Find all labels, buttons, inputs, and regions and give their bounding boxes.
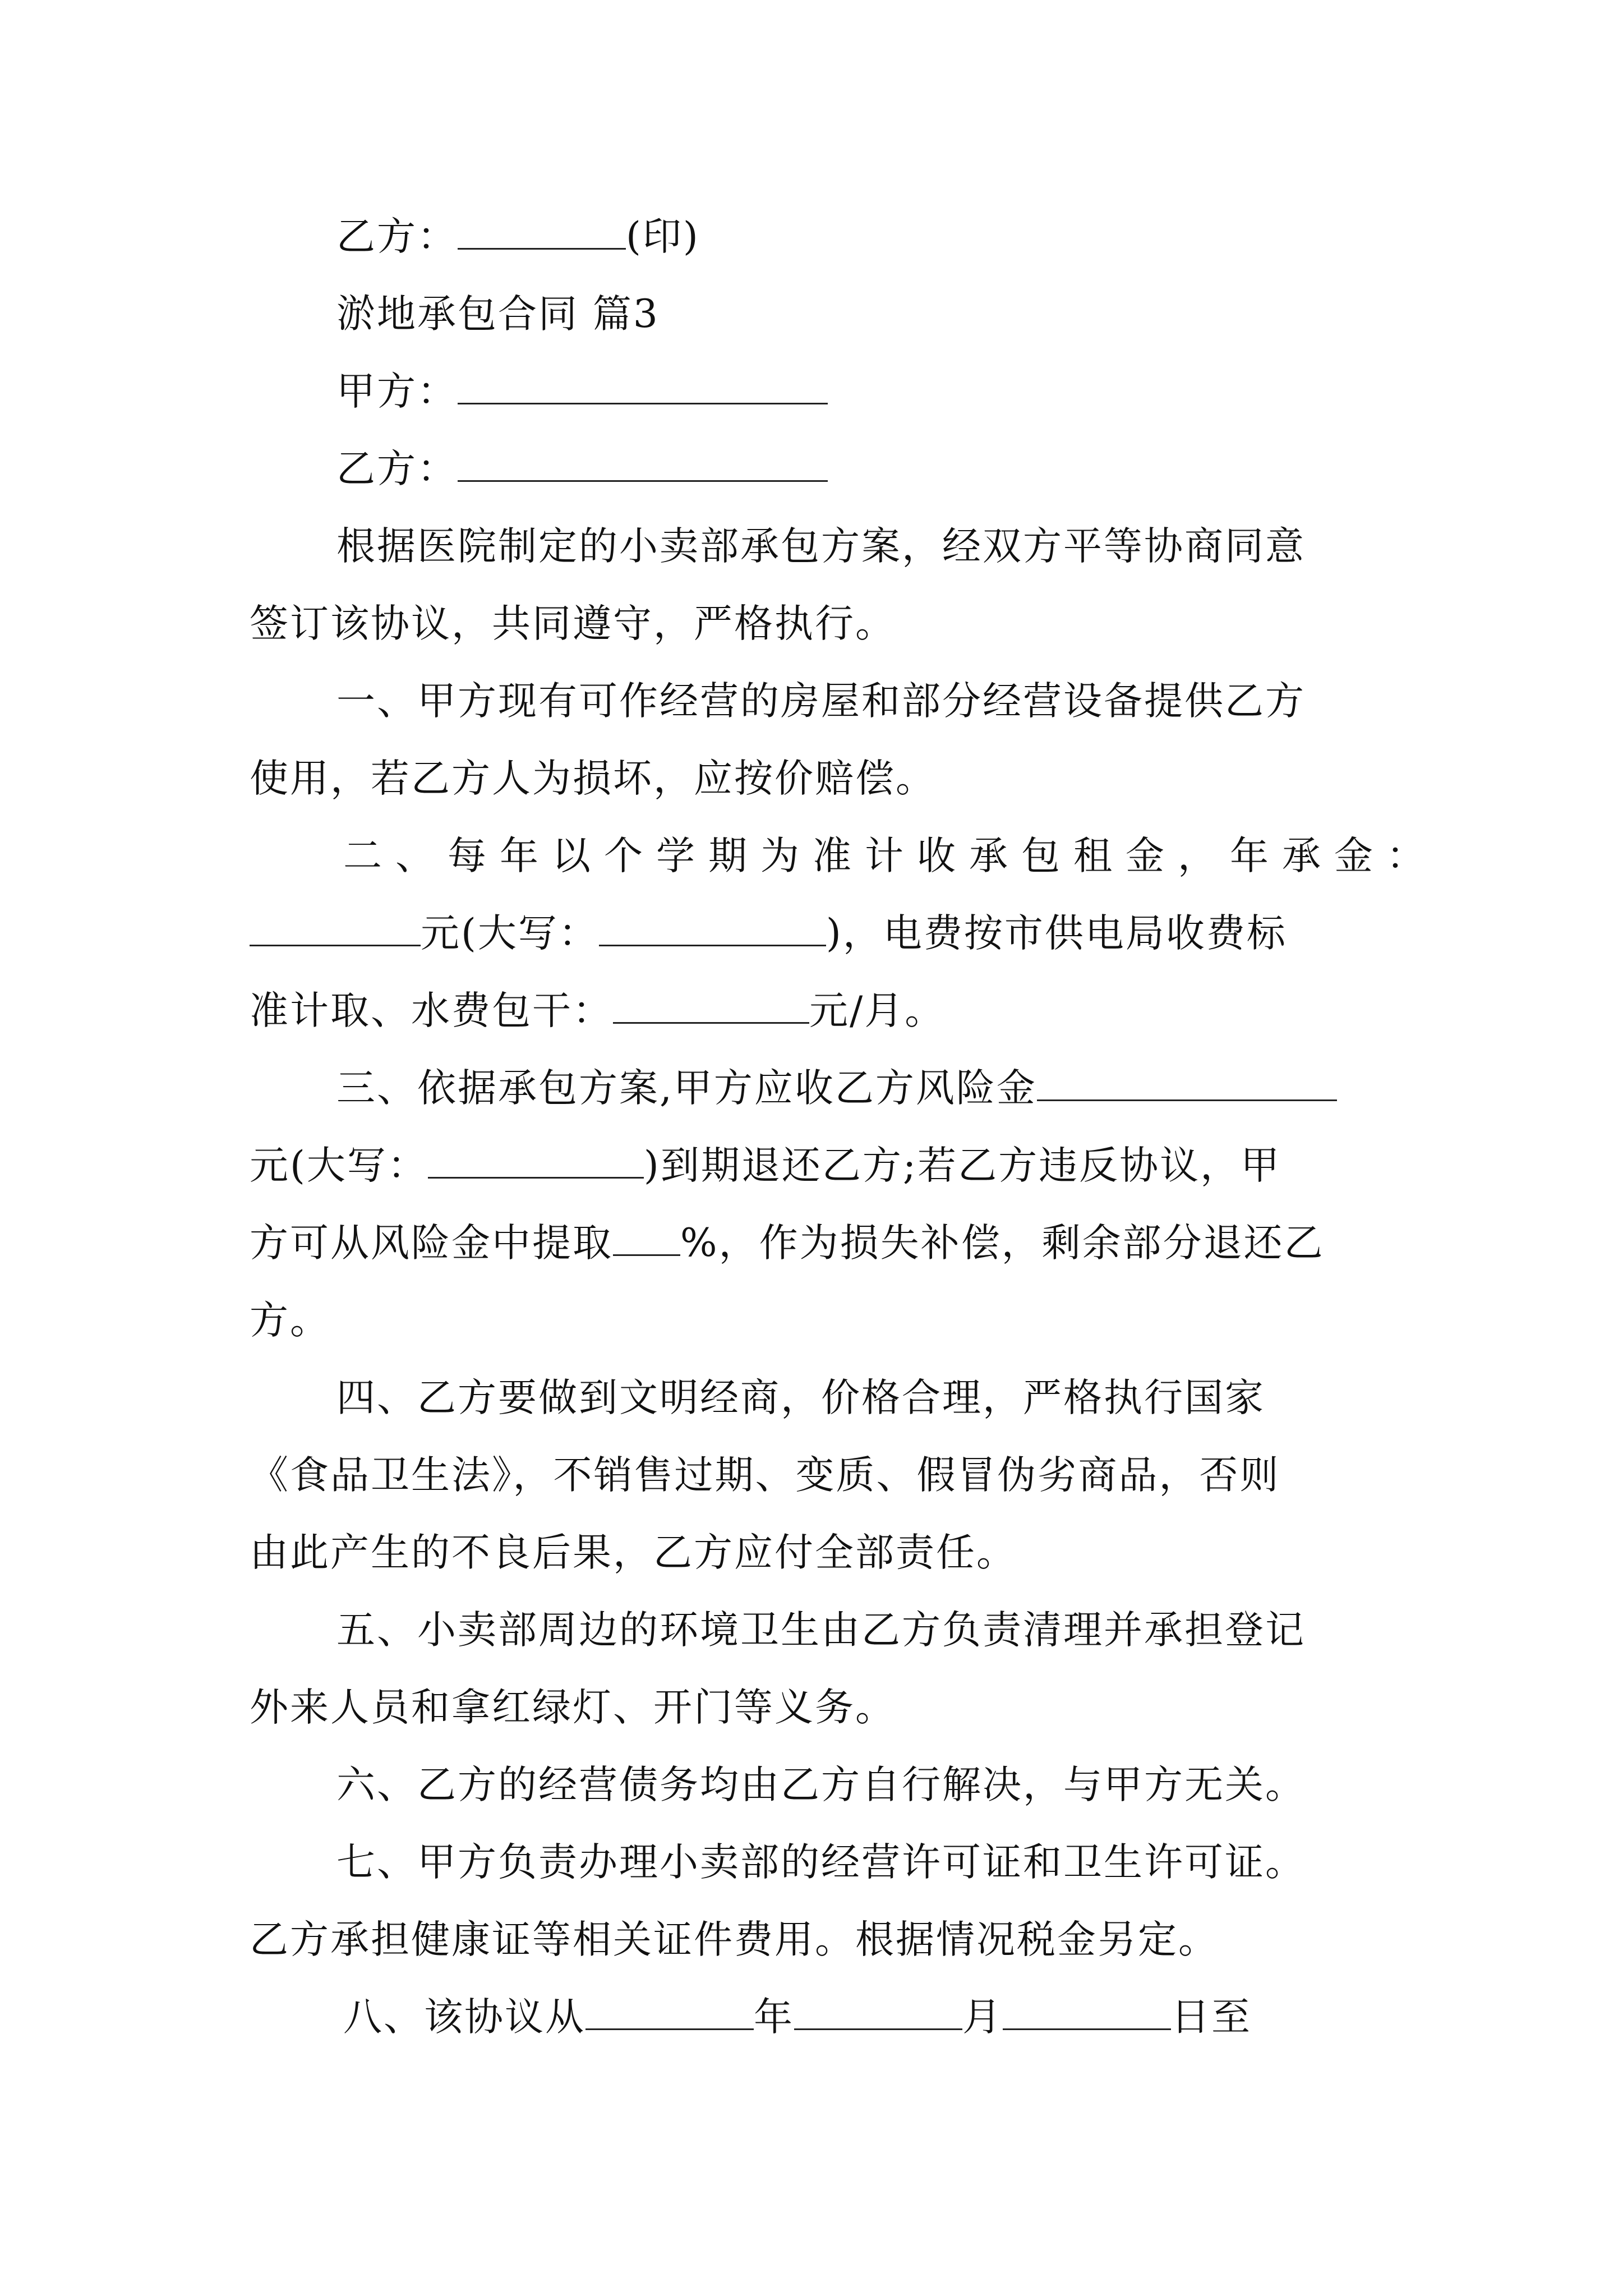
seal-mark: (印): [626, 214, 700, 259]
clause-2-text-c: 准计取、水费包干：: [250, 988, 613, 1033]
clause-2-line-3: [250, 983, 1394, 1039]
water-fee-blank: [613, 987, 809, 1024]
clause-3-line-2: [250, 1138, 1394, 1194]
start-year-blank: [585, 1994, 754, 2030]
clause-4-line-1: 四、乙方要做到文明经商，价格合理，严格执行国家: [336, 1375, 1265, 1420]
clause-5-line-2: 外来人员和拿红绿灯、开门等义务。: [250, 1685, 896, 1730]
clause-2-line-1: 二、每年以个学期为准计收承包租金，年承金：: [343, 834, 1438, 878]
party-a-line: [336, 364, 1394, 420]
deposit-uppercase-blank: [428, 1142, 644, 1179]
clause-8-text-a: 八、该协议从: [343, 1995, 585, 2040]
clause-2-text-d: 元/月。: [809, 988, 946, 1033]
clause-3-text-c: )到期退还乙方;若乙方违反协议，甲: [643, 1143, 1281, 1188]
party-b-signature-line: [336, 209, 1394, 265]
clause-5-line-1: 五、小卖部周边的环境卫生由乙方负责清理并承担登记: [336, 1608, 1306, 1653]
party-b-signature-blank: [458, 213, 626, 250]
party-a-label: 甲方：: [336, 369, 458, 414]
party-b-blank: [458, 445, 828, 482]
party-b-line: [336, 441, 1394, 497]
clause-8-day: 日至: [1171, 1995, 1252, 2040]
clause-1-line-2: 使用，若乙方人为损坏，应按价赔偿。: [250, 756, 936, 801]
section-heading: 淤地承包合同 篇3: [336, 292, 660, 337]
intro-line-2: 签订该协议，共同遵守，严格执行。: [250, 601, 896, 646]
clause-3-line-4: 方。: [250, 1298, 330, 1343]
clause-2-line-2: [250, 905, 1394, 961]
clause-1-line-1: 一、甲方现有可作经营的房屋和部分经营设备提供乙方: [336, 679, 1306, 724]
clause-3-line-1: [336, 1060, 1394, 1116]
clause-6-line-1: 六、乙方的经营债务均由乙方自行解决，与甲方无关。: [336, 1763, 1306, 1807]
rent-uppercase-blank: [599, 910, 826, 946]
clause-3-text-b: 元(大写：: [250, 1143, 428, 1188]
start-month-blank: [794, 1994, 962, 2030]
clause-4-line-2: 《食品卫生法》，不销售过期、变质、假冒伪劣商品，否则: [250, 1453, 1280, 1498]
start-day-blank: [1003, 1994, 1171, 2030]
clause-3-text-d: 方可从风险金中提取: [250, 1221, 613, 1266]
rent-amount-blank: [250, 910, 421, 946]
intro-line-1: 根据医院制定的小卖部承包方案，经双方平等协商同意: [336, 524, 1306, 569]
clause-8-year: 年: [754, 1995, 794, 2040]
clause-3-line-3: [250, 1215, 1394, 1271]
party-b-label-2: 乙方：: [336, 447, 458, 491]
clause-3-text-e: %，作为损失补偿，剩余部分退还乙: [680, 1221, 1325, 1266]
party-a-blank: [458, 368, 828, 404]
clause-7-line-1: 七、甲方负责办理小卖部的经营许可证和卫生许可证。: [336, 1840, 1306, 1885]
risk-deposit-blank: [1037, 1065, 1337, 1101]
clause-2-text-a: 元(大写：: [421, 911, 599, 956]
clause-3-text-a: 三、依据承包方案,甲方应收乙方风险金: [336, 1066, 1037, 1111]
clause-8-month: 月: [962, 1995, 1003, 2040]
clause-7-line-2: 乙方承担健康证等相关证件费用。根据情况税金另定。: [250, 1917, 1219, 1962]
clause-2-text-b: )，电费按市供电局收费标: [826, 911, 1287, 956]
party-b-label: 乙方：: [336, 214, 458, 259]
clause-4-line-3: 由此产生的不良后果，乙方应付全部责任。: [250, 1530, 1017, 1575]
clause-8-line-1: [343, 1989, 1400, 2045]
percentage-blank: [613, 1220, 680, 1256]
